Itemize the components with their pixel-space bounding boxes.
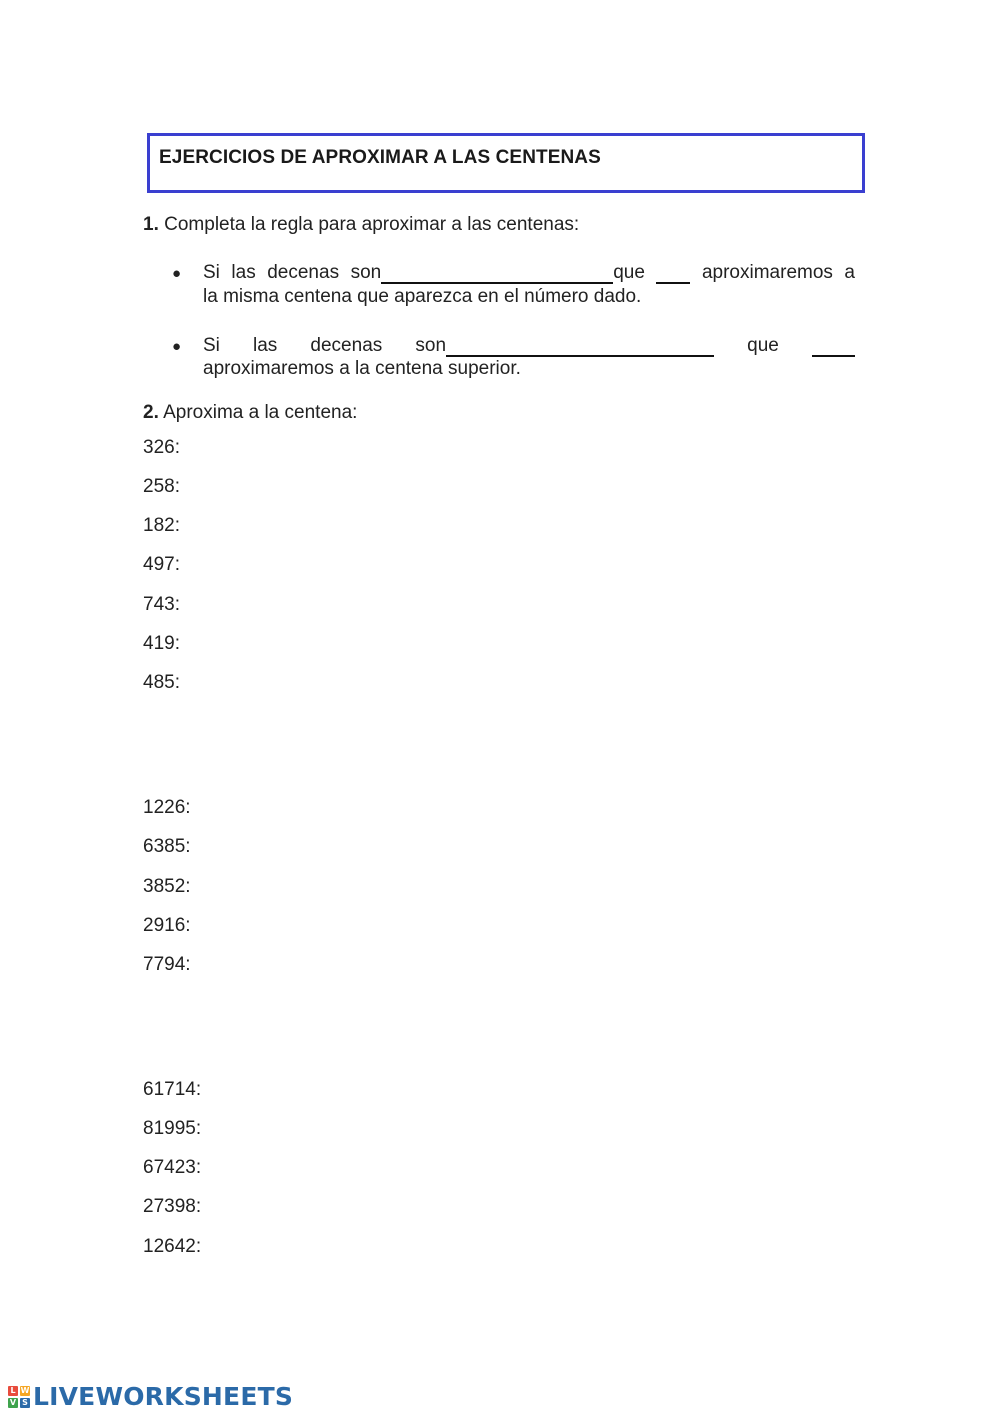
logo-mark-icon — [8, 1386, 30, 1408]
bullet-2-line-2: aproximaremos a la centena superior. — [203, 358, 521, 379]
title-box — [147, 133, 865, 193]
b2-word-las: las — [253, 335, 278, 356]
question-1-number: 1. — [143, 214, 159, 235]
logo-cell: L — [8, 1386, 18, 1396]
b2-word-si: Si — [203, 335, 220, 356]
b2-word-son: son — [415, 335, 447, 356]
bullet-1-line-1 — [203, 262, 855, 284]
bullet-dot-2: ● — [172, 338, 182, 355]
bullet-1-line-2: la misma centena que aparezca en el número dado. — [203, 286, 642, 307]
logo-text: LIVEWORKSHEETS — [33, 1382, 294, 1411]
number-item: 258: — [143, 476, 180, 497]
b1-word-que: que — [613, 262, 645, 283]
b2-word-que: que — [747, 335, 779, 356]
logo-cell: W — [20, 1386, 30, 1395]
question-1-text: Completa la regla para aproximar a las centenas: — [158, 214, 580, 235]
number-item: 743: — [143, 594, 180, 615]
b1-word-a: a — [844, 262, 855, 283]
b1-word-aproximaremos: aproximaremos — [701, 262, 833, 283]
question-2-heading — [143, 402, 357, 424]
question-2-text: Aproxima a la centena: — [158, 402, 358, 423]
b1-word-decenas: decenas — [267, 262, 340, 283]
b1-word-son: son — [350, 262, 382, 283]
number-item: 1226: — [143, 797, 191, 818]
b1-son-group — [351, 262, 645, 284]
number-item: 27398: — [143, 1196, 202, 1217]
bullet-2-line-1 — [203, 335, 855, 357]
number-item: 497: — [143, 554, 180, 575]
logo-cell: S — [20, 1398, 30, 1408]
b1-word-las: las — [231, 262, 256, 283]
bullet-dot-1: ● — [172, 265, 182, 282]
blank-field-1[interactable] — [381, 264, 613, 284]
number-item: 67423: — [143, 1157, 202, 1178]
blank-field-3[interactable] — [446, 337, 714, 357]
blank-field-2[interactable] — [656, 264, 690, 284]
number-item: 2916: — [143, 915, 191, 936]
question-1-heading — [143, 214, 579, 236]
b2-son-group — [415, 335, 714, 357]
liveworksheets-logo — [8, 1382, 293, 1411]
b1-word-si: Si — [203, 262, 220, 283]
question-2-number: 2. — [143, 402, 159, 423]
number-item: 326: — [143, 437, 180, 458]
worksheet-title: EJERCICIOS DE APROXIMAR A LAS CENTENAS — [159, 147, 601, 168]
logo-cell: V — [9, 1398, 17, 1407]
number-item: 81995: — [143, 1118, 202, 1139]
number-item: 61714: — [143, 1079, 202, 1100]
blank-field-4[interactable] — [812, 337, 855, 357]
number-item: 12642: — [143, 1236, 202, 1257]
number-item: 182: — [143, 515, 180, 536]
number-item: 6385: — [143, 836, 191, 857]
number-item: 7794: — [143, 954, 191, 975]
number-item: 3852: — [143, 876, 191, 897]
b2-word-decenas: decenas — [310, 335, 383, 356]
number-item: 485: — [143, 672, 180, 693]
number-item: 419: — [143, 633, 180, 654]
